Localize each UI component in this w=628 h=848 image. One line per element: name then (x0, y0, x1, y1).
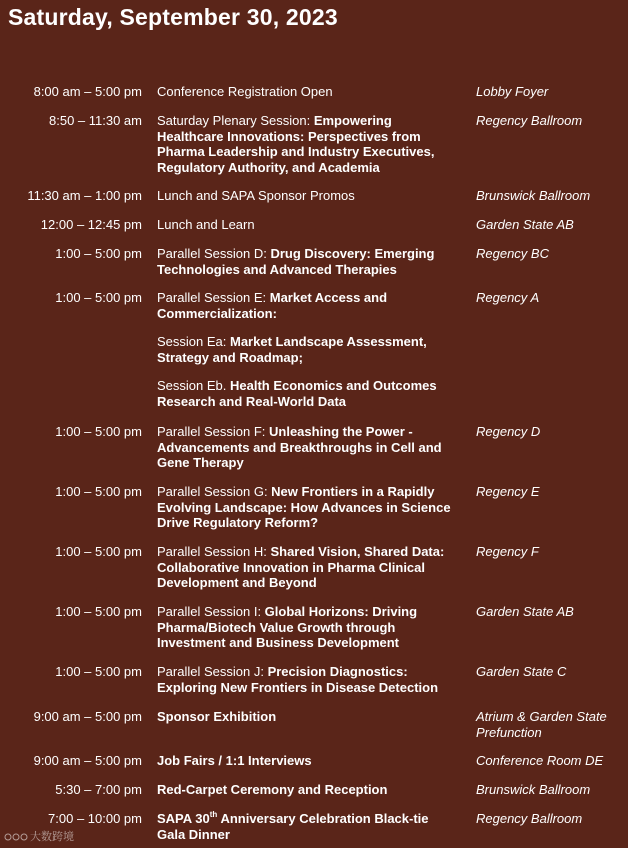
row-location: Lobby Foyer (476, 84, 549, 99)
event-title: Shared Vision, Shared Data: Collaborative Innovation in Pharma Clinical Development and Beyond (157, 544, 445, 591)
event-title-start: SAPA 30 (157, 811, 210, 826)
row-location: Atrium & Garden State Prefunction (476, 709, 607, 740)
event-title: Precision Diagnostics: Exploring New Frontiers in Disease Detection (157, 664, 439, 695)
schedule-row (0, 811, 628, 843)
row-time: 12:00 – 12:45 pm (40, 217, 142, 232)
row-location: Regency BC (476, 246, 549, 261)
row-location: Garden State AB (476, 217, 574, 232)
event-prefix: Parallel Session J: (157, 664, 268, 679)
row-time: 1:00 – 5:00 pm (55, 544, 142, 559)
row-location: Regency Ballroom (476, 811, 583, 826)
row-event (157, 604, 457, 651)
event-prefix: Parallel Session H: (157, 544, 271, 559)
event-title: Unleashing the Power - Advancements and Breakthroughs in Cell and Gene Therapy (157, 424, 442, 471)
row-event (157, 84, 457, 100)
event-text: Lunch and SAPA Sponsor Promos (157, 188, 355, 203)
page-title: Saturday, September 30, 2023 (8, 4, 338, 30)
row-time: 7:00 – 10:00 pm (48, 811, 142, 826)
row-location: Conference Room DE (476, 753, 604, 768)
row-event (157, 753, 457, 769)
schedule-list (0, 84, 628, 843)
row-event (157, 424, 457, 471)
row-time: 1:00 – 5:00 pm (55, 290, 142, 305)
row-event (157, 709, 457, 725)
row-event (157, 782, 457, 798)
sub-session (157, 334, 457, 365)
row-location: Regency E (476, 484, 540, 499)
row-location: Regency A (476, 290, 540, 305)
sub-session-title: Market Landscape Assessment, Strategy and Roadmap; (157, 334, 427, 365)
schedule-row (0, 484, 628, 544)
schedule-row (0, 709, 628, 753)
event-prefix: Parallel Session D: (157, 246, 271, 261)
row-location: Regency F (476, 544, 539, 559)
row-event (157, 544, 457, 591)
row-event (157, 664, 457, 695)
row-event (157, 113, 457, 175)
row-time: 1:00 – 5:00 pm (55, 484, 142, 499)
row-event (157, 484, 457, 531)
row-event (157, 811, 457, 842)
event-text: Lunch and Learn (157, 217, 255, 232)
schedule-row (0, 217, 628, 246)
schedule-row (0, 290, 628, 424)
sub-session-prefix: Session Eb. (157, 378, 230, 394)
watermark (4, 828, 74, 844)
event-prefix: Parallel Session E: (157, 290, 270, 305)
row-event (157, 217, 457, 233)
event-title: Sponsor Exhibition (157, 709, 277, 724)
event-prefix: Parallel Session I: (157, 604, 265, 619)
event-title: Empowering Healthcare Innovations: Perspectives from Pharma Leadership and Industry Executives, Regulatory Authority, and Academia (157, 113, 435, 175)
row-time: 1:00 – 5:00 pm (55, 424, 142, 439)
row-location: Garden State AB (476, 604, 574, 619)
schedule-row (0, 782, 628, 811)
event-title: Red-Carpet Ceremony and Reception (157, 782, 388, 797)
event-prefix: Parallel Session G: (157, 484, 272, 499)
row-location: Brunswick Ballroom (476, 782, 591, 797)
row-event (157, 246, 457, 277)
event-title: New Frontiers in a Rapidly Evolving Landscape: How Advances in Science Drive Regulatory Reform? (157, 484, 451, 531)
row-time: 9:00 am – 5:00 pm (33, 709, 142, 724)
row-time: 1:00 – 5:00 pm (55, 604, 142, 619)
row-time: 8:50 – 11:30 am (49, 113, 142, 128)
event-prefix: Saturday Plenary Session: (157, 113, 314, 128)
schedule-row (0, 424, 628, 484)
row-time: 11:30 am – 1:00 pm (27, 188, 142, 203)
watermark-text: 大数跨境 (30, 831, 74, 843)
row-time: 1:00 – 5:00 pm (55, 246, 142, 261)
row-time: 5:30 – 7:00 pm (55, 782, 142, 797)
row-time: 8:00 am – 5:00 pm (33, 84, 142, 99)
sub-session-title: Health Economics and Outcomes Research and Real-World Data (157, 378, 437, 409)
schedule-row (0, 544, 628, 604)
row-location: Garden State C (476, 664, 567, 679)
schedule-row (0, 188, 628, 217)
row-event (157, 188, 457, 204)
row-location: Brunswick Ballroom (476, 188, 591, 203)
sub-session (157, 378, 457, 409)
schedule-row (0, 246, 628, 290)
watermark-logo-icon (4, 831, 28, 843)
row-event (157, 290, 457, 410)
event-title: Drug Discovery: Emerging Technologies and Advanced Therapies (157, 246, 435, 277)
event-title (157, 811, 429, 842)
schedule-row (0, 753, 628, 782)
event-prefix: Parallel Session F: (157, 424, 269, 439)
event-text: Conference Registration Open (157, 84, 333, 99)
row-location: Regency D (476, 424, 541, 439)
sub-session-prefix: Session Ea: (157, 334, 230, 350)
ordinal-suffix: th (209, 809, 218, 819)
schedule-row (0, 604, 628, 664)
schedule-row (0, 84, 628, 113)
schedule-row (0, 664, 628, 709)
event-title: Job Fairs / 1:1 Interviews (157, 753, 312, 768)
row-location: Regency Ballroom (476, 113, 583, 128)
row-time: 9:00 am – 5:00 pm (33, 753, 142, 768)
schedule-row (0, 113, 628, 188)
event-title: Market Access and Commercialization: (157, 290, 388, 321)
row-time: 1:00 – 5:00 pm (55, 664, 142, 679)
event-title: Global Horizons: Driving Pharma/Biotech Value Growth through Investment and Business Development (157, 604, 418, 651)
event-title-end: Anniversary Celebration Black-tie Gala Dinner (157, 811, 429, 842)
